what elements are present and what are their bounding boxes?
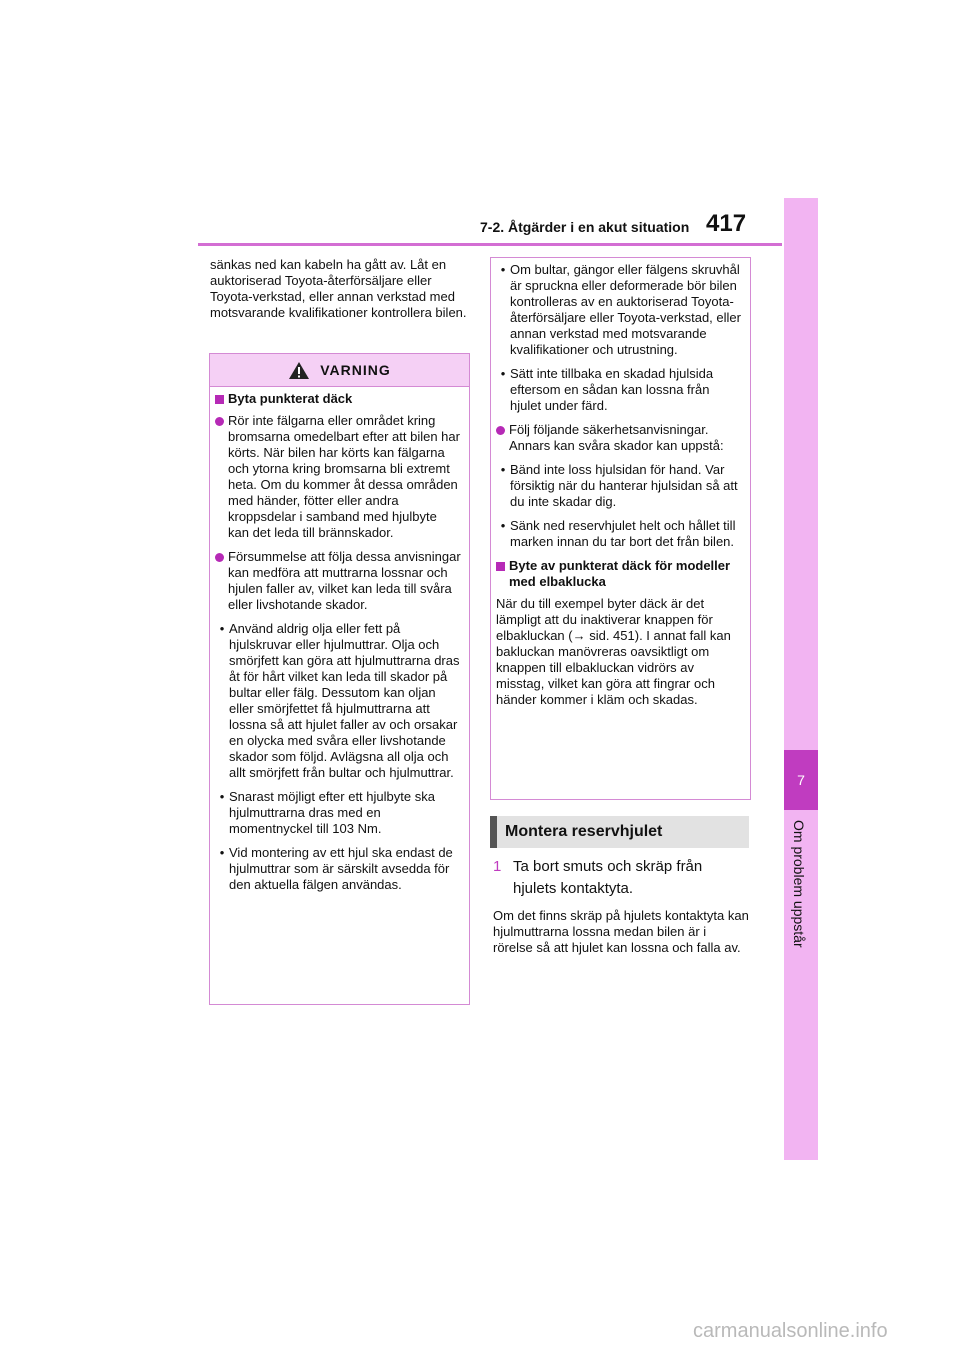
step-item [493, 856, 749, 900]
bullet-dot-icon [496, 426, 505, 435]
square-marker-icon [496, 562, 505, 571]
warning-bullet-item: • Sänk ned reservhjulet helt och hållet till marken innan du tar bort det från bilen. [500, 518, 736, 549]
warning-triangle-icon [288, 361, 310, 380]
warning-bullet-item: • Vid montering av ett hjul ska endast de hjulmuttrar som är särskilt avsedda för den aktuella fälgen användas. [219, 845, 453, 892]
section-title: Montera reservhjulet [490, 816, 749, 848]
warning-box [209, 353, 470, 1005]
chapter-title: Om problem uppstår [791, 820, 807, 948]
warning-bullet-item: • Om bultar, gängor eller fälgens skruvhål är spruckna eller deformerade bör bilen kontrolleras av en auktoriserad Toyota-återförsäljare eller Toyota-verkstad, eller annan verkstad med motsvarande kvalifikationer och utrustning. [500, 262, 741, 357]
warning-dot-item: Följ följande säkerhetsanvisningar. Annars kan svåra skador kan uppstå: [496, 422, 742, 454]
warning-bullet-item: • Använd aldrig olja eller fett på hjulskruvar eller hjulmuttrar. Olja och smörjfett kan göra att hjulmuttrarna dras åt för hårt vilket kan leda till skador på bultar eller fälg. Dessutom kan oljan eller smörjfettet få hjulmuttrarna att lossna så att hjulet faller av och orsakar en olycka med svåra eller livshotande skador som följd. Avlägsna all olja och allt smörjfett från bultar och hjulmuttrar. [219, 621, 460, 780]
page-number: 417 [706, 210, 747, 237]
section-heading: 7-2. Åtgärder i en akut situation [480, 219, 690, 235]
square-marker-icon [215, 395, 224, 404]
step-number: 1 [493, 858, 502, 875]
bullet-dot-icon [215, 417, 224, 426]
warning-paragraph: När du till exempel byter däck är det lämpligt att du inaktiverar knappen för elbakluckan (→ sid. 451). I annat fall kan bakluckan manövreras oavsiktligt om knappen till elbakluckan vidrörs av misstag, vilket kan göra att fingrar och händer kommer i kläm och skadas. [496, 596, 731, 707]
bullet-dot-icon [215, 553, 224, 562]
warning-title: VARNING [320, 362, 391, 378]
intro-paragraph: sänkas ned kan kabeln ha gått av. Låt en auktoriserad Toyota-återförsäljare eller Toyota-verkstad, eller annan verkstad med motsvarande kvalifikationer kontrollera bilen. [210, 257, 467, 320]
warning-bullet-item: • Snarast möjligt efter ett hjulbyte ska hjulmuttrarna dras med en momentnyckel till 103 Nm. [219, 789, 435, 836]
warning-bullet-item: • Sätt inte tillbaka en skadad hjulsida eftersom en sådan kan lossna från hjulet under färd. [500, 366, 714, 413]
warning-subheading: Byte av punkterat däck för modeller med elbaklucka [496, 558, 742, 590]
warning-continued-box [490, 257, 751, 800]
warning-heading: Byta punkterat däck [215, 391, 461, 407]
watermark: carmanualsonline.info [693, 1320, 888, 1342]
step-note: Om det finns skräp på hjulets kontaktyta kan hjulmuttrarna lossna medan bilen är i rörelse så att hjulet kan lossna och falla av. [493, 908, 749, 955]
warning-dot-item: Försummelse att följa dessa anvisningar kan medföra att muttrarna lossnar och hjulen faller av, vilket kan leda till svåra eller livshotande skador. [215, 549, 461, 613]
chapter-side-tab [784, 198, 818, 1160]
header-divider [198, 243, 782, 246]
warning-dot-item: Rör inte fälgarna eller området kring bromsarna omedelbart efter att bilen har körts. När bilen har körts kan fälgarna och ytorna kring bromsarna bli extremt heta. Om du kommer åt dessa områden med händer, fötter eller andra kroppsdelar i samband med hjulbyte kan det leda till brännskador. [215, 413, 461, 541]
warning-header [210, 354, 469, 387]
warning-bullet-item: • Bänd inte loss hjulsidan för hand. Var försiktig när du hanterar hjulsidan så att du inte skadar dig. [500, 462, 738, 509]
step-text: Ta bort smuts och skräp från hjulets kontaktyta. [513, 858, 703, 897]
chapter-number: 7 [784, 750, 818, 810]
